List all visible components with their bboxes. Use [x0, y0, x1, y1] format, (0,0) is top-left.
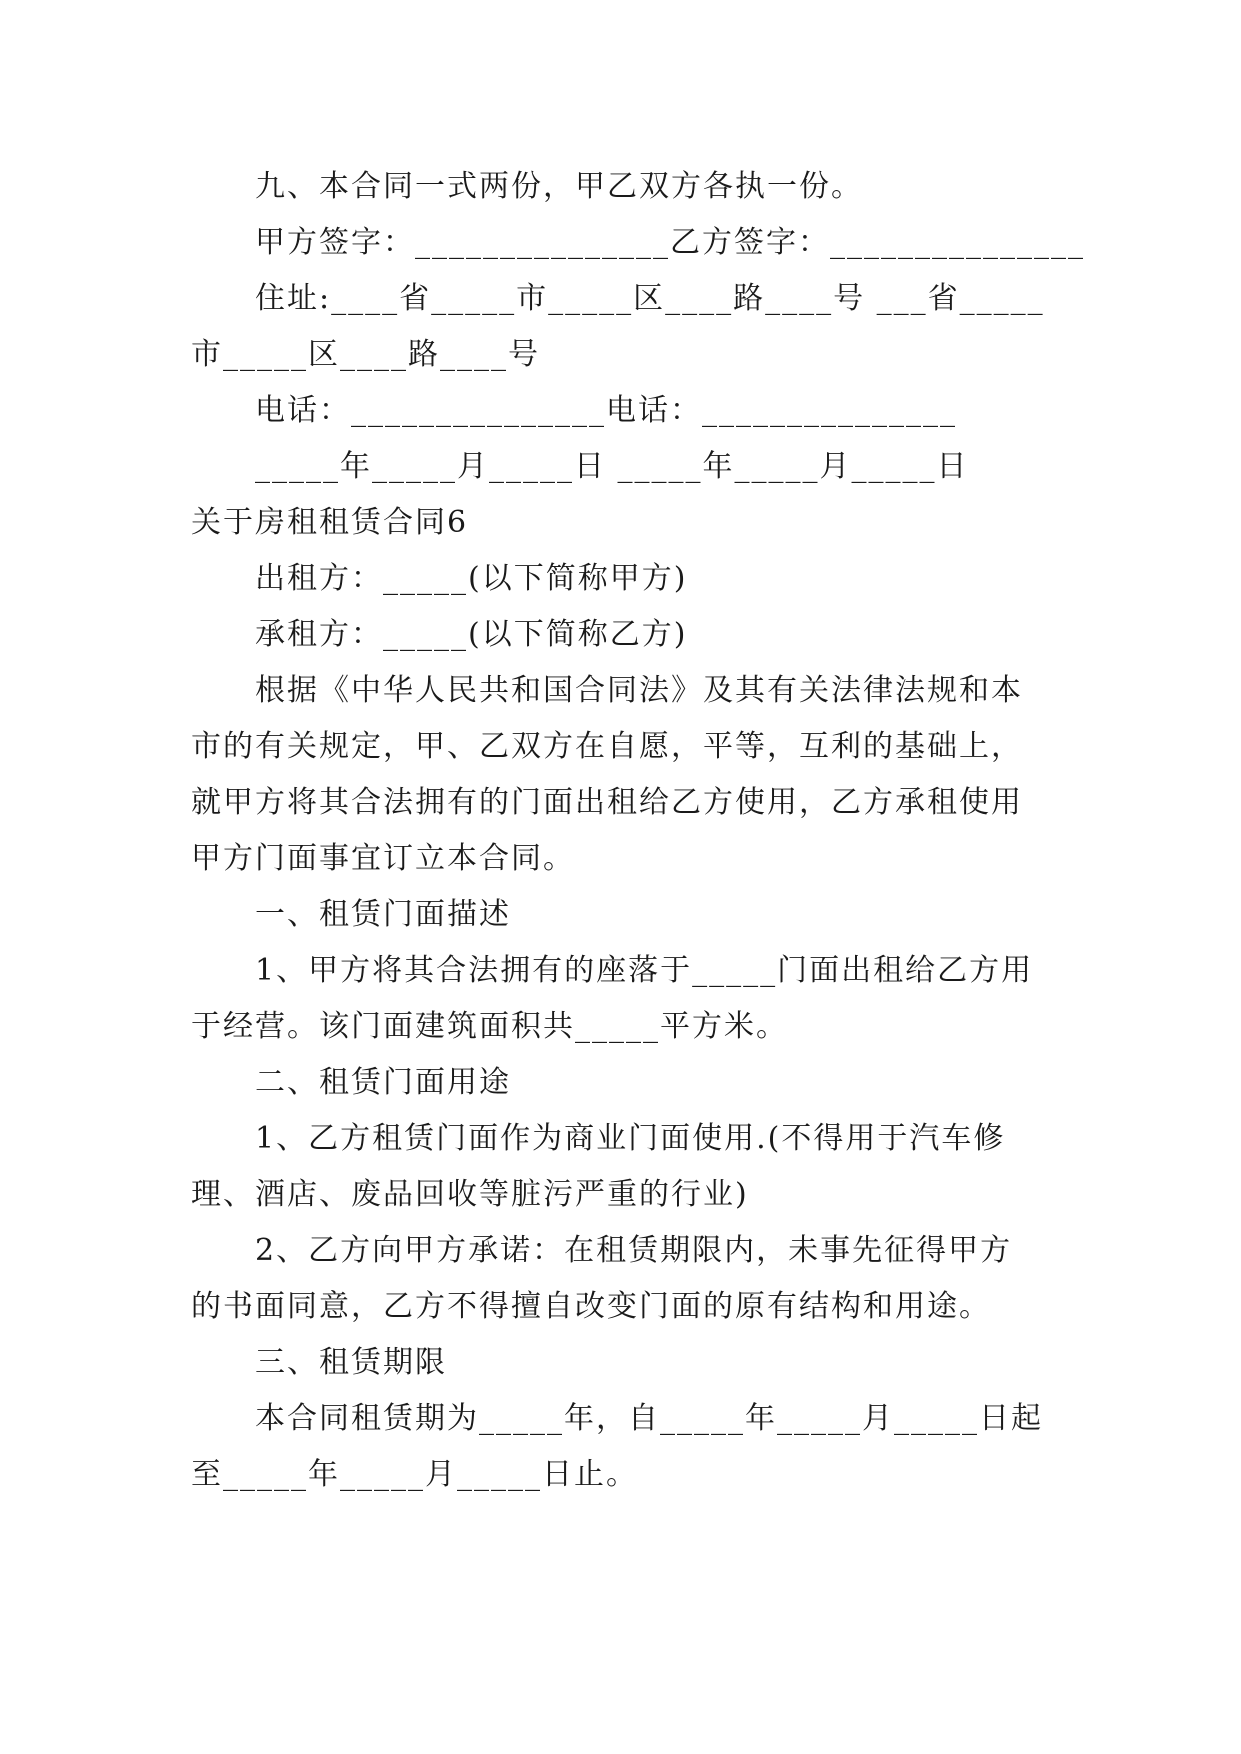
contract-title: 关于房租租赁合同6: [191, 505, 469, 540]
preamble-line-2: 市的有关规定，甲、乙双方在自愿，平等，互利的基础上，: [191, 729, 1023, 764]
preamble-line-3: 就甲方将其合法拥有的门面出租给乙方使用，乙方承租使用: [191, 785, 1023, 820]
phone-line: 电话：_______________电话：_______________: [255, 393, 957, 428]
preamble-line-4: 甲方门面事宜订立本合同。: [191, 841, 575, 876]
signature-line: 甲方签字：_______________乙方签字：_______________: [255, 225, 1085, 260]
section-one-item-1-line-2: 于经营。该门面建筑面积共_____平方米。: [191, 1009, 788, 1044]
term-line-2: 至_____年_____月_____日止。: [191, 1457, 638, 1492]
section-two-item-2-line-2: 的书面同意，乙方不得擅自改变门面的原有结构和用途。: [191, 1289, 991, 1324]
address-line-1: 住址:____省_____市_____区____路____号 ___省_____: [255, 281, 1045, 316]
lessee-line: 承租方：_____(以下简称乙方): [255, 617, 688, 652]
clause-nine-copies: 九、本合同一式两份，甲乙双方各执一份。: [255, 169, 863, 204]
date-line: _____年_____月_____日 _____年_____月_____日: [255, 449, 969, 484]
section-three-heading: 三、租赁期限: [255, 1345, 447, 1380]
preamble-line-1: 根据《中华人民共和国合同法》及其有关法律法规和本: [255, 673, 1023, 708]
term-line-1: 本合同租赁期为_____年，自_____年_____月_____日起: [255, 1401, 1043, 1436]
section-two-item-1-line-2: 理、酒店、废品回收等脏污严重的行业): [191, 1177, 749, 1212]
section-two-item-2-line-1: 2、乙方向甲方承诺：在租赁期限内，未事先征得甲方: [255, 1233, 1013, 1268]
section-one-item-1-line-1: 1、甲方将其合法拥有的座落于_____门面出租给乙方用: [255, 953, 1034, 988]
section-one-heading: 一、租赁门面描述: [255, 897, 511, 932]
section-two-heading: 二、租赁门面用途: [255, 1065, 511, 1100]
lessor-line: 出租方：_____(以下简称甲方): [255, 561, 688, 596]
section-two-item-1-line-1: 1、乙方租赁门面作为商业门面使用.(不得用于汽车修: [255, 1121, 1006, 1156]
address-line-2: 市_____区____路____号: [191, 337, 540, 372]
